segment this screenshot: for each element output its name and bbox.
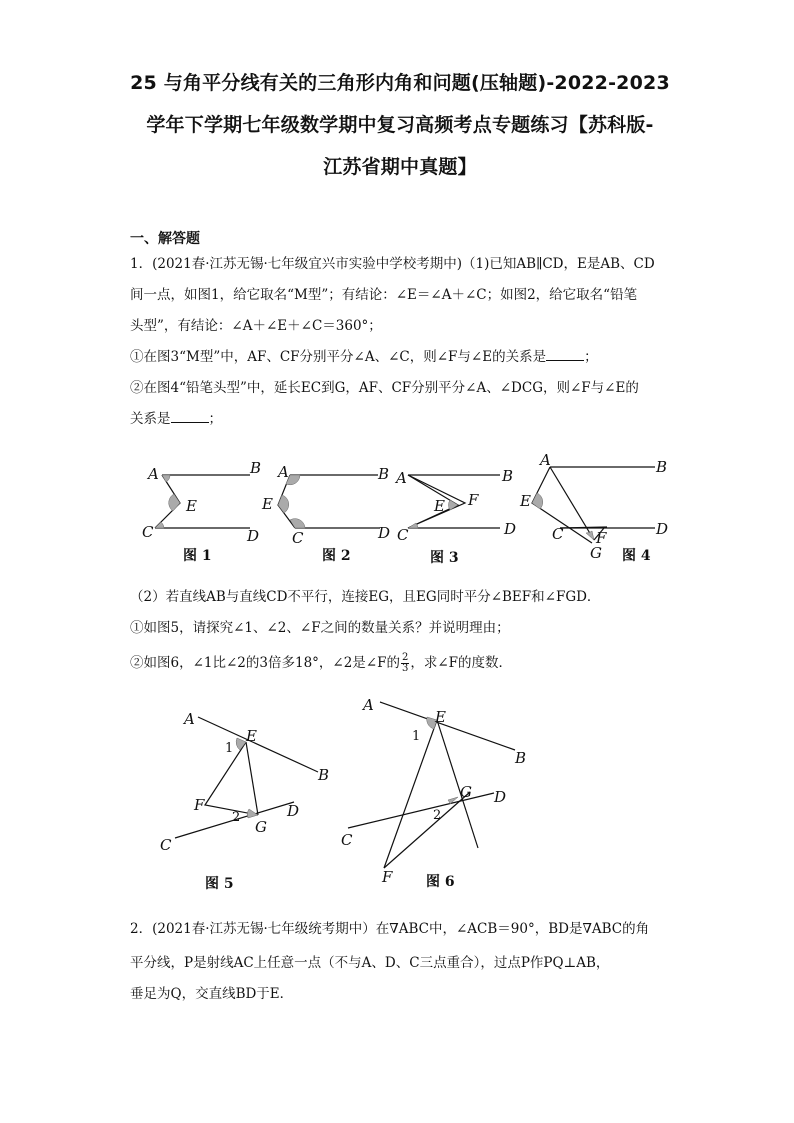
fig2-label-c: C xyxy=(292,529,304,547)
fig5-label-e: E xyxy=(246,727,257,745)
fig1-caption: 图 1 xyxy=(183,548,212,564)
fraction-denominator: 3 xyxy=(402,663,409,674)
fig1-label-b: B xyxy=(250,459,262,477)
fig3-label-d: D xyxy=(504,520,517,538)
fig5-line-ab xyxy=(198,717,318,772)
fig1-label-e: E xyxy=(186,497,197,515)
fig6-label-c: C xyxy=(341,831,353,849)
title-line-1: 25 与角平分线有关的三角形内角和问题(压轴题)-2022-2023 xyxy=(130,72,670,94)
fig4-angle-mark-e xyxy=(532,493,543,509)
answer-blank-1 xyxy=(546,348,584,361)
fig5-label-c: C xyxy=(160,836,172,854)
fig4-caption: 图 4 xyxy=(622,548,651,564)
q1-line-6 xyxy=(130,410,670,428)
fig3-label-c: C xyxy=(397,526,409,544)
q2-line-3: 垂足为Q，交直线BD于E． xyxy=(130,986,294,1002)
q2-line-2: 平分线，P是射线AC上任意一点（不与A、D、C三点重合），过点P作PQ⊥AB， xyxy=(130,955,610,971)
q1-part2-2-end: ，求∠F的度数． xyxy=(410,655,513,671)
fig1-angle-mark-e xyxy=(169,494,180,511)
fig2-angle-mark-e xyxy=(278,495,289,513)
q1-line-4-end: ； xyxy=(584,349,598,365)
fig2-label-e: E xyxy=(262,495,273,513)
q1-line-6-text: 关系是 xyxy=(130,411,171,427)
fig1-label-c: C xyxy=(142,523,154,541)
fig6-line-ab xyxy=(380,702,515,750)
fig2-label-b: B xyxy=(378,465,390,483)
fig5-label-1: 1 xyxy=(225,741,234,756)
fig4-label-g: G xyxy=(590,544,602,562)
fig3-label-f: F xyxy=(468,491,479,509)
fig4-angle-mark-f xyxy=(586,531,594,540)
figures-5-6 xyxy=(0,690,794,900)
figures-1-4 xyxy=(0,445,794,575)
fraction-two-thirds xyxy=(401,653,409,674)
fig5-angle-mark-1 xyxy=(236,738,246,750)
fig4-label-c: C xyxy=(552,525,564,543)
fraction-numerator: 2 xyxy=(402,652,409,663)
fig6-label-b: B xyxy=(515,749,527,767)
fig5-eg xyxy=(246,742,258,815)
fig5-label-g: G xyxy=(255,818,267,836)
fig2-label-a: A xyxy=(278,463,289,481)
fig5-label-2: 2 xyxy=(232,810,241,825)
fig6-label-1: 1 xyxy=(412,729,421,744)
q1-line-6-end: ； xyxy=(208,411,222,427)
fig4-label-e: E xyxy=(520,492,531,510)
q1-part2-1: ①如图5，请探究∠1、∠2、∠F之间的数量关系？并说明理由； xyxy=(130,620,510,636)
section-heading: 一、解答题 xyxy=(130,231,200,247)
fig2-caption: 图 2 xyxy=(322,548,351,564)
fig5-label-d: D xyxy=(287,802,300,820)
fig6-ef xyxy=(384,720,437,868)
fig5-label-b: B xyxy=(318,766,330,784)
fig3-label-b: B xyxy=(502,467,514,485)
fig4-label-b: B xyxy=(656,458,668,476)
fig3-caption: 图 3 xyxy=(430,550,459,566)
fig6-caption: 图 6 xyxy=(426,874,455,890)
fig3-label-e: E xyxy=(434,497,445,515)
fig2-angle-mark-c xyxy=(290,519,305,528)
fig6-label-2: 2 xyxy=(433,808,442,823)
fig6-label-e: E xyxy=(435,708,446,726)
document-title xyxy=(120,62,680,188)
fig6-label-f: F xyxy=(382,868,393,886)
title-line-3: 江苏省期中真题】 xyxy=(323,156,477,178)
fig4-label-a: A xyxy=(540,451,551,469)
q1-part2-2 xyxy=(130,653,670,674)
fig1-label-d: D xyxy=(247,527,260,545)
q1-part2-intro: （2）若直线AB与直线CD不平行，连接EG，且EG同时平分∠BEF和∠FGD． xyxy=(130,589,601,605)
fig4-label-d: D xyxy=(656,520,669,538)
fig4-label-f: F xyxy=(596,529,607,547)
q1-line-4 xyxy=(130,348,670,366)
fig2-label-d: D xyxy=(378,524,391,542)
fig6-label-g: G xyxy=(460,783,472,801)
fig6-line-cd xyxy=(348,793,494,828)
answer-blank-2 xyxy=(171,410,209,423)
fig3-angle-mark-c xyxy=(408,523,418,528)
q1-line-2: 间一点，如图1，给它取名“M型”；有结论：∠E＝∠A＋∠C；如图2，给它取名“铅笔 xyxy=(130,287,638,303)
q1-part2-2-text: ②如图6，∠1比∠2的3倍多18°，∠2是∠F的 xyxy=(130,655,400,671)
fig1-label-a: A xyxy=(148,465,159,483)
q1-line-4-text: ①在图3“M型”中，AF、CF分别平分∠A、∠C，则∠F与∠E的关系是 xyxy=(130,349,547,365)
q1-line-3: 头型”，有结论：∠A＋∠E＋∠C＝360°； xyxy=(130,318,382,334)
title-line-2: 学年下学期七年级数学期中复习高频考点专题练习【苏科版- xyxy=(146,114,654,136)
q1-line-1: 1．(2021春·江苏无锡·七年级宜兴市实验中学校考期中)（1)已知AB∥CD，E是AB、CD xyxy=(130,256,655,272)
fig6-label-a: A xyxy=(363,696,374,714)
fig5-caption: 图 5 xyxy=(205,876,234,892)
fig1-angle-mark-a xyxy=(162,475,170,482)
fig6-fgd xyxy=(384,792,470,868)
fig6-label-d: D xyxy=(494,788,507,806)
q2-line-1: 2．(2021春·江苏无锡·七年级统考期中）在∇ABC中，∠ACB＝90°，BD是∇ABC的角 xyxy=(130,921,650,937)
fig5-label-a: A xyxy=(184,710,195,728)
fig5-label-f: F xyxy=(194,796,205,814)
fig3-label-a: A xyxy=(396,469,407,487)
q1-line-5: ②在图4“铅笔头型”中，延长EC到G，AF、CF分别平分∠A、∠DCG，则∠F与∠E的 xyxy=(130,380,639,396)
